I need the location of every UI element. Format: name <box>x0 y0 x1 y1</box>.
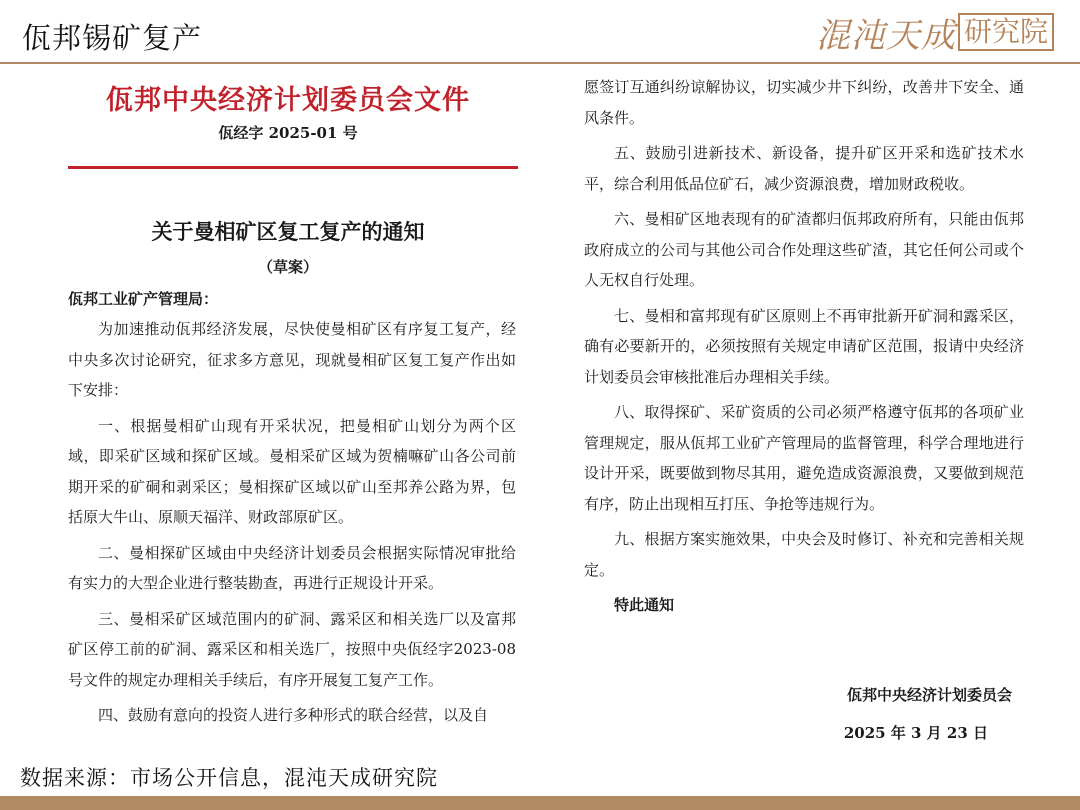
slide-title: 佤邦锡矿复产 <box>22 21 203 55</box>
source-note: 数据来源：市场公开信息，混沌天成研究院 <box>20 766 438 790</box>
paragraph: 一、根据曼相矿山现有开采状况，把曼相矿山划分为两个区域，即采矿区域和探矿区域。曼相采矿区域为贺楠嘛矿山各公司前期开采的矿硐和剥采区；曼相探矿区域以矿山至邦养公路为界，包括原大牛山、原顺天福洋、财政部原矿区。 <box>68 416 516 526</box>
notice-subtitle: （草案） <box>257 258 318 276</box>
document-body-right <box>584 72 1024 621</box>
document-header: 佤邦中央经济计划委员会文件 <box>106 85 470 116</box>
brand-logo <box>815 12 1054 56</box>
paragraph: 为加速推动佤邦经济发展，尽快使曼相矿区有序复工复产，经中央多次讨论研究，征求多方意见，现就曼相矿区复工复产作出如下安排： <box>68 320 516 399</box>
brand-logo-text: 混沌天成 <box>815 15 956 56</box>
brand-logo-box: 研究院 <box>958 13 1054 51</box>
header-divider <box>0 62 1080 64</box>
paragraph: 五、鼓励引进新技术、新设备，提升矿区开采和选矿技术水平，综合利用低品位矿石，减少资源浪费，增加财政税收。 <box>584 144 1024 193</box>
document-number: 佤经字 2025-01 号 <box>218 124 358 142</box>
footer-bar <box>0 796 1080 810</box>
paragraph: 二、曼相探矿区域由中央经济计划委员会根据实际情况审批给有实力的大型企业进行整装勘查，再进行正规设计开采。 <box>68 543 516 592</box>
paragraph: 九、根据方案实施效果，中央会及时修订、补充和完善相关规定。 <box>584 530 1024 579</box>
paragraph: 八、取得探矿、采矿资质的公司必须严格遵守佤邦的各项矿业管理规定，服从佤邦工业矿产管理局的监督管理，科学合理地进行设计开采，既要做到物尽其用，避免造成资源浪费，又要做到规范有序，防止出现相互打压、争抢等违规行为。 <box>584 403 1024 513</box>
addressee: 佤邦工业矿产管理局： <box>68 290 219 308</box>
document-body-left <box>68 314 516 731</box>
document-red-rule <box>68 166 518 169</box>
document-page-right <box>578 70 1028 740</box>
paragraph: 四、鼓励有意向的投资人进行多种形式的联合经营，以及自 <box>98 706 489 724</box>
closing-line: 特此通知 <box>614 596 675 614</box>
paragraph-continuation: 愿签订互通纠纷谅解协议，切实减少井下纠纷，改善井下安全、通风条件。 <box>584 78 1024 127</box>
document-date: 2025 年 3 月 23 日 <box>843 724 988 742</box>
paragraph: 三、曼相采矿区域范围内的矿洞、露采区和相关选厂以及富邦矿区停工前的矿洞、露采区和相关选厂，按照中央佤经字2023-08 号文件的规定办理相关手续后，有序开展复工复产工作。 <box>68 609 516 689</box>
document-page-left <box>58 70 518 740</box>
paragraph: 七、曼相和富邦现有矿区原则上不再审批新开矿洞和露采区，确有必要新开的，必须按照有关规定申请矿区范围，报请中央经济计划委员会审核批准后办理相关手续。 <box>584 306 1024 386</box>
signer: 佤邦中央经济计划委员会 <box>846 686 1012 704</box>
paragraph: 六、曼相矿区地表现有的矿渣都归佤邦政府所有，只能由佤邦政府成立的公司与其他公司合作处理这些矿渣，其它任何公司或个人无权自行处理。 <box>584 210 1024 289</box>
notice-title: 关于曼相矿区复工复产的通知 <box>151 219 425 244</box>
